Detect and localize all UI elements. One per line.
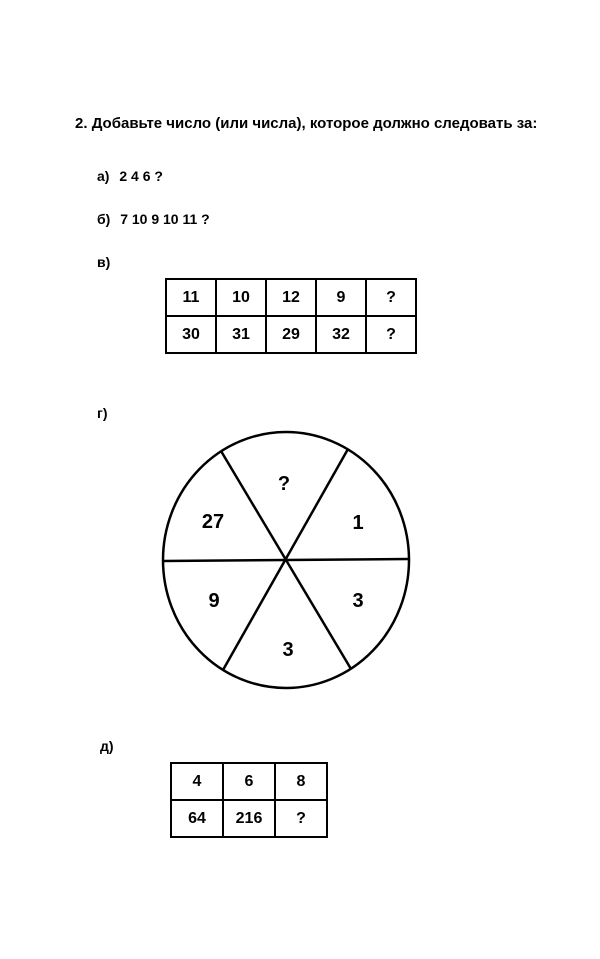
item-d-label: д) <box>100 738 114 754</box>
table-cell: 6 <box>223 763 275 800</box>
table-cell: 29 <box>266 316 316 353</box>
table-cell: ? <box>275 800 327 837</box>
table-cell: 32 <box>316 316 366 353</box>
segment-lower-left: 9 <box>208 590 220 612</box>
table-cell: 11 <box>166 279 216 316</box>
table-row <box>166 316 416 353</box>
segment-lower-right: 3 <box>352 590 364 612</box>
table-cell: ? <box>366 316 416 353</box>
table-cell: ? <box>366 279 416 316</box>
table-cell: 10 <box>216 279 266 316</box>
table-d <box>170 762 328 838</box>
item-a-sequence: 2 4 6 ? <box>119 168 163 184</box>
table-cell: 9 <box>316 279 366 316</box>
item-b-label: б) <box>97 211 111 227</box>
item-b <box>97 211 210 227</box>
segment-upper-left: 27 <box>201 511 225 533</box>
question-number: 2. <box>75 115 88 132</box>
item-a <box>97 168 163 184</box>
table-cell: 64 <box>171 800 223 837</box>
table-cell: 30 <box>166 316 216 353</box>
table-cell: 8 <box>275 763 327 800</box>
table-row <box>166 279 416 316</box>
segment-upper-right: 1 <box>352 512 364 534</box>
table-cell: 12 <box>266 279 316 316</box>
table-row <box>171 800 327 837</box>
table-v <box>165 278 417 354</box>
item-b-sequence: 7 10 9 10 11 ? <box>120 211 210 227</box>
table-cell: 31 <box>216 316 266 353</box>
table-row <box>171 763 327 800</box>
table-cell: 216 <box>223 800 275 837</box>
item-v-label: в) <box>97 254 111 270</box>
item-g-label: г) <box>97 405 108 421</box>
question-title <box>75 115 537 132</box>
item-a-label: а) <box>97 168 110 184</box>
number-wheel <box>155 425 419 697</box>
segment-bottom: 3 <box>282 639 294 661</box>
question-text: Добавьте число (или числа), которое должно следовать за: <box>91 115 538 132</box>
wheel-divider <box>163 559 409 561</box>
segment-top: ? <box>277 473 291 495</box>
table-cell: 4 <box>171 763 223 800</box>
